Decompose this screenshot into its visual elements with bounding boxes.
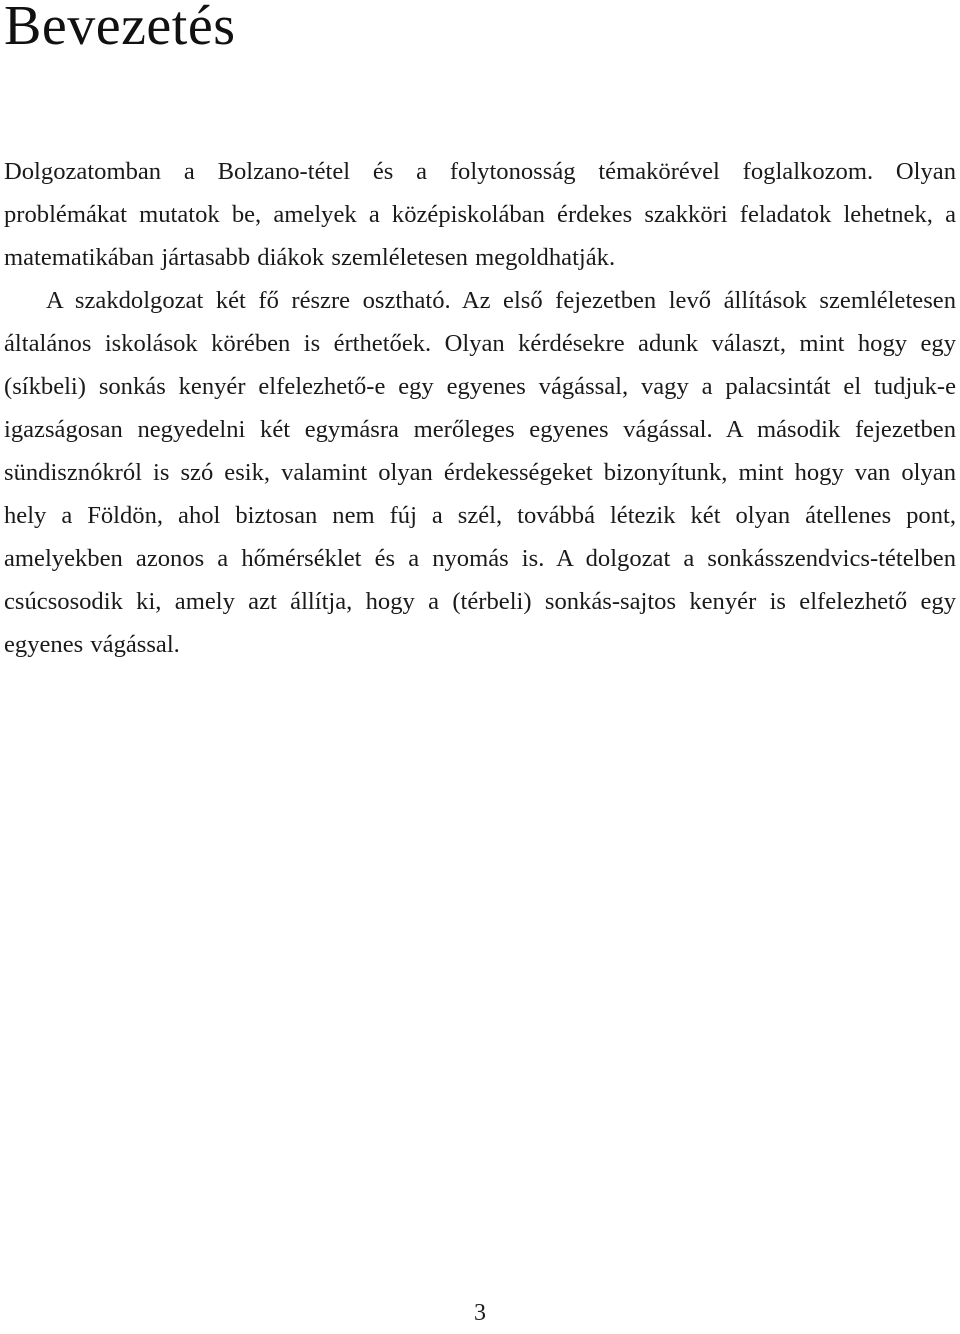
page-number: 3 — [474, 1300, 486, 1326]
paragraph-structure: A szakdolgozat két fő részre osztható. Az első fejezetben levő állítások szemléletesen általános iskolások körében is érthetőek. Olyan kérdésekre adunk választ, mint hogy egy (síkbeli) sonkás kenyér elfelezhető-e egy egyenes vágással, vagy a palacsintát el tudjuk-e igazságosan negyedelni két egymásra merőleges egyenes vágással. A második fejezetben sündisznókról is szó esik, valamint olyan érdekességeket bizonyítunk, mint hogy van olyan hely a Földön, ahol biztosan nem fúj a szél, továbbá létezik két olyan átellenes pont, amelyekben azonos a hőmérséklet és a nyomás is. A dolgozat a sonkásszendvics-tételben csúcsosodik ki, amely azt állítja, hogy a (térbeli) sonkás-sajtos kenyér is elfelezhető egy egyenes vágással. — [4, 287, 956, 658]
paragraph-intro: Dolgozatomban a Bolzano-tétel és a folytonosság témakörével foglalkozom. Olyan problémákat mutatok be, amelyek a középiskolában érdekes szakköri feladatok lehetnek, a matematikában jártasabb diákok szemléletesen megoldhatják. — [4, 158, 956, 271]
chapter-title: Bevezetés — [4, 0, 236, 57]
body-text — [4, 150, 956, 666]
